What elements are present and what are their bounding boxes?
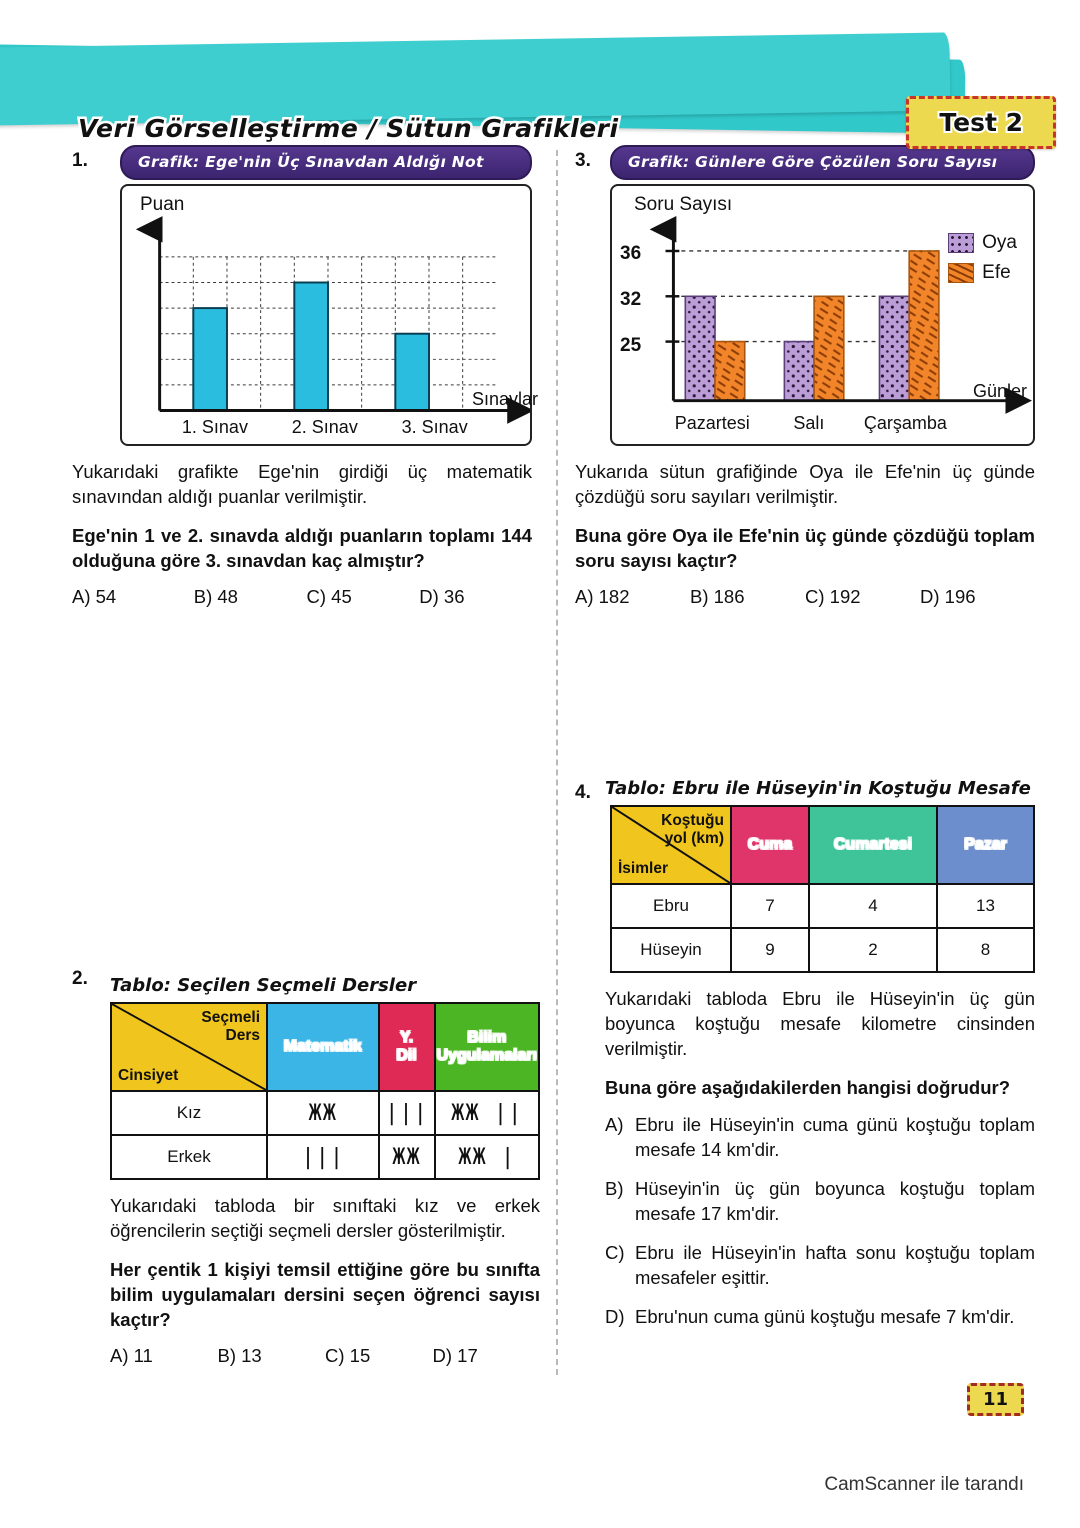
chart-1-x-axis-label: Sınavlar (471, 389, 538, 409)
table-2-row-kiz-label: Kız (111, 1091, 267, 1135)
page-header-banner (0, 34, 1080, 143)
table-4-corner-top: Koştuğu yol (km) (661, 812, 724, 847)
table-4-corner-cell (611, 806, 731, 884)
table-2-header-row (111, 1003, 539, 1091)
table-2-erkek-matematik: ||| (267, 1135, 379, 1179)
table-row (111, 1091, 539, 1135)
table-4-row-huseyin-label: Hüseyin (611, 928, 731, 972)
table-2-col-bilim: Bilim Uygulamaları (435, 1003, 539, 1091)
table-2-col-ydil: Y. Dil (379, 1003, 435, 1091)
table-2-caption (110, 975, 540, 996)
q4-option-a-text: Ebru ile Hüseyin'in cuma günü koştuğu toplam mesafe 14 km'dir. (635, 1113, 1035, 1160)
chart-3-y-axis-label: Soru Sayısı (634, 194, 733, 215)
table-2-erkek-ydil: ЖЖ (379, 1135, 435, 1179)
q4-option-b-key: B) (605, 1177, 624, 1199)
table-2 (110, 1002, 540, 1180)
legend-item-oya (948, 232, 1017, 254)
q1-choice-a[interactable]: A) 54 (72, 585, 117, 607)
table-row (611, 928, 1034, 972)
chart-1 (120, 184, 538, 446)
table-4-huseyin-cumartesi: 2 (809, 928, 937, 972)
chart-3-plot (612, 186, 1033, 444)
q4-option-b-text: Hüseyin'in üç gün boyunca koştuğu toplam mesafe 17 km'dir. (635, 1177, 1035, 1224)
table-4-corner-bottom: İsimler (618, 860, 668, 877)
chart-3-xtick-2: Çarşamba (863, 413, 947, 433)
chart-1-title: Grafik: Ege'nin Üç Sınavdan Aldığı Not (120, 145, 532, 180)
table-2-caption-lead: Tablo: (110, 975, 171, 996)
chart-3-xtick-1: Salı (793, 413, 825, 433)
table-4-caption-lead: Tablo: (605, 778, 666, 799)
question-2-stem: Yukarıdaki tabloda bir sınıftaki kız ve erkek öğrencilerin seçtiği seçmeli dersler gösterilmiştir. (110, 1195, 540, 1241)
table-row (611, 884, 1034, 928)
table-2-erkek-bilim: ЖЖ | (435, 1135, 539, 1179)
question-3-choices (575, 586, 1035, 608)
q4-option-a-key: A) (605, 1113, 624, 1135)
table-2-kiz-bilim: ЖЖ || (435, 1091, 539, 1135)
question-2-number: 2. (72, 968, 88, 989)
table-4-ebru-cuma: 7 (731, 884, 809, 928)
q1-choice-d[interactable]: D) 36 (419, 585, 465, 607)
q4-option-c[interactable] (605, 1241, 1035, 1291)
q4-option-d[interactable] (605, 1305, 1035, 1330)
question-2-block (110, 975, 540, 1367)
question-2-choices (110, 1345, 540, 1367)
q3-choice-b[interactable]: B) 186 (690, 585, 745, 607)
q3-choice-a[interactable]: A) 182 (575, 585, 630, 607)
banner-ribbon-upper (0, 32, 951, 125)
legend-swatch-oya-icon (948, 233, 974, 253)
table-row (111, 1135, 539, 1179)
chart-3 (610, 184, 1035, 446)
chart-3-legend (948, 232, 1017, 284)
legend-label-efe: Efe (982, 262, 1011, 283)
table-2-caption-rest: Seçilen Seçmeli Dersler (170, 975, 417, 996)
table-4 (610, 805, 1035, 973)
q4-option-c-key: C) (605, 1241, 625, 1263)
table-4-ebru-cumartesi: 4 (809, 884, 937, 928)
q4-option-c-text: Ebru ile Hüseyin'in hafta sonu koştuğu toplam mesafeler eşittir. (635, 1241, 1035, 1288)
table-2-corner-cell (111, 1003, 267, 1091)
chart-1-xtick-1: 2. Sınav (291, 417, 358, 437)
chart-1-xtick-2: 3. Sınav (401, 417, 468, 437)
chart-3-title: Grafik: Günlere Göre Çözülen Soru Sayısı (610, 145, 1035, 180)
camscanner-watermark: CamScanner ile tarandı (824, 1474, 1024, 1495)
table-4-caption-rest: Ebru ile Hüseyin'in Koştuğu Mesafe (665, 778, 1031, 799)
question-3-block (575, 145, 1035, 608)
chart-3-x-axis-label: Günler (972, 381, 1027, 401)
q1-choice-c[interactable]: C) 45 (306, 585, 352, 607)
question-3-number: 3. (575, 150, 591, 171)
q2-choice-d[interactable]: D) 17 (432, 1344, 478, 1366)
question-3-stem: Yukarıda sütun grafiğinde Oya ile Efe'nin üç günde çözdüğü soru sayıları verilmiştir. (575, 461, 1035, 507)
chart-3-ytick-25: 25 (620, 335, 642, 356)
table-4-row-ebru-label: Ebru (611, 884, 731, 928)
table-4-col-pazar: Pazar (937, 806, 1034, 884)
q2-choice-a[interactable]: A) 11 (110, 1344, 153, 1366)
page-number-badge: 11 (967, 1383, 1024, 1416)
question-1-choices (72, 586, 532, 608)
q4-option-d-text: Ebru'nun cuma günü koştuğu mesafe 7 km'dir. (635, 1305, 1015, 1327)
table-4-col-cumartesi: Cumartesi (809, 806, 937, 884)
chart-3-ytick-32: 32 (620, 289, 642, 310)
q2-choice-b[interactable]: B) 13 (217, 1344, 262, 1366)
question-1-prompt: Ege'nin 1 ve 2. sınavda aldığı puanların toplamı 144 olduğuna göre 3. sınavdan kaç almıştır? (72, 524, 532, 571)
question-4-block (605, 778, 1035, 1344)
table-4-ebru-pazar: 13 (937, 884, 1034, 928)
legend-item-efe (948, 262, 1017, 284)
question-1-stem: Yukarıdaki grafikte Ege'nin girdiği üç matematik sınavından aldığı puanlar verilmiştir. (72, 461, 532, 507)
table-4-huseyin-pazar: 8 (937, 928, 1034, 972)
q1-choice-b[interactable]: B) 48 (193, 585, 238, 607)
test-badge: Test 2 (906, 96, 1056, 149)
table-2-corner-bottom: Cinsiyet (118, 1067, 179, 1084)
table-4-caption (605, 778, 1035, 799)
question-2-prompt: Her çentik 1 kişiyi temsil ettiğine göre bu sınıfta bilim uygulamaları dersini seçen öğrenci sayısı kaçtır? (110, 1258, 540, 1330)
chart-3-xtick-0: Pazartesi (674, 413, 750, 433)
chart-1-plot (122, 186, 530, 444)
legend-swatch-efe-icon (948, 263, 974, 283)
question-1-number: 1. (72, 150, 88, 171)
table-2-kiz-matematik: ЖЖ (267, 1091, 379, 1135)
q4-option-b[interactable] (605, 1177, 1035, 1227)
question-4-number: 4. (575, 782, 591, 803)
table-4-header-row (611, 806, 1034, 884)
q2-choice-c[interactable]: C) 15 (325, 1344, 371, 1366)
page-title: Veri Görselleştirme / Sütun Grafikleri (78, 114, 619, 143)
legend-label-oya: Oya (982, 232, 1017, 253)
question-3-prompt: Buna göre Oya ile Efe'nin üç günde çözdüğü toplam soru sayısı kaçtır? (575, 524, 1035, 571)
table-2-kiz-ydil: ||| (379, 1091, 435, 1135)
question-4-options (605, 1113, 1035, 1330)
column-divider (556, 150, 558, 1375)
chart-3-ytick-36: 36 (620, 243, 642, 264)
question-4-prompt: Buna göre aşağıdakilerden hangisi doğrudur? (605, 1076, 1011, 1098)
q3-choice-c[interactable]: C) 192 (805, 585, 861, 607)
table-4-huseyin-cuma: 9 (731, 928, 809, 972)
question-4-stem: Yukarıdaki tabloda Ebru ile Hüseyin'in üç gün boyunca koştuğu mesafe kilometre cinsinden verilmiştir. (605, 988, 1035, 1059)
table-2-corner-top: Seçmeli Ders (201, 1009, 261, 1044)
chart-1-xtick-0: 1. Sınav (181, 417, 248, 437)
chart-1-y-axis-label: Puan (140, 194, 185, 215)
table-2-col-matematik: Matematik (267, 1003, 379, 1091)
q4-option-d-key: D) (605, 1305, 625, 1327)
q3-choice-d[interactable]: D) 196 (920, 585, 976, 607)
q4-option-a[interactable] (605, 1113, 1035, 1163)
question-1-block (72, 145, 538, 608)
table-2-row-erkek-label: Erkek (111, 1135, 267, 1179)
table-4-col-cuma: Cuma (731, 806, 809, 884)
